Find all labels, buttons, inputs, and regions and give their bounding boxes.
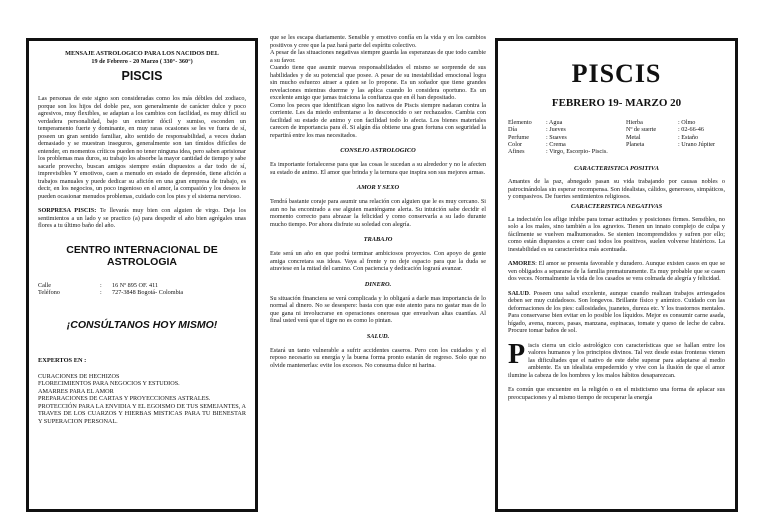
expert-item: PROTECCIÓN PARA LA ENVIDIA Y EL EGOISMO DE TUS SEMEJANTES, A TRAVES DE LOS CUARZOS Y HIERBAS MISTICAS PARA TU BIENESTAR Y SUPERACION PERSONAL. [38, 402, 246, 425]
expert-item: AMARRES PARA EL AMOR [38, 387, 114, 395]
salud-label: SALUD [508, 289, 529, 297]
attr-key: Afines [508, 148, 525, 156]
amores-label: AMORES [508, 260, 536, 268]
contact-info: Calle : 16 Nº 895 OF. 411 Teléfono : 727-3848 Bogotá- Colombia [38, 282, 246, 297]
section-title: CONSEJO ASTROLOGICO [340, 147, 416, 154]
middle-panel [262, 34, 494, 516]
expert-item: CURACIONES DE HECHIZOS [38, 372, 120, 380]
contact-value: 16 Nº 895 OF. 411 [112, 281, 159, 289]
section-text: Tendrá bastante coraje para asumir una relación con alguien que le es muy cercano. Si aun no ha encontrado a ese alguien manténgame alerta. Su intuición sabe decidir el momento correcto para abrazar la felicidad y como conservarla a su lado durante mucho tiempo. Por ahora disfrute su soledad con alegría. [270, 198, 486, 228]
intro-paragraph: Las personas de este signo son consideradas como los más débiles del zodiaco, porque son los hijos del doble pez, son generalmente de carácter dulce y poco agresivos, muy flexibles, se adaptan a los cambios con facilidad, es muy difícil su verdadera personalidad, bajo un exterior dócil y sumiso, esconden un temperamento fuerte y dominante, en muy raras ocasiones se les ve fuera de sí, poseen un gran sentido familiar, alto sentido de responsabilidad, a veces dudan demasiado y se muestran inseguros, generalmente son tan tímidos difíciles de entender, en momentos críticos pueden no tener ninguna idea, pero saben aprisionar los problemas mas duros, su trabajo los absorbe la mayor cantidad de tiempo y sabe sacarle provecho, buscan amigos siempre están dispuestos a dar todo de sí, imprevisibles Y emotivos, caen a menudo en estado de depresión, tiene afición a trabajos manuales y puede dedicar su afición en una gran empresa de trabajo, es decir, en los negocios, un poco ingenioso en el amor, la compasión y los deseos le pueden ocasionar menudos problemas, cuidado con los pies y el sistema nervioso. [38, 95, 246, 200]
closing-paragraph [508, 338, 725, 380]
negative-title: CARACTERISTICA NEGATIVAS [570, 202, 663, 210]
attr-value: : Virgo, Escorpio- Piscis. [546, 148, 608, 156]
right-title: PISCIS [571, 59, 662, 88]
final-paragraph: Es común que encuentre en la religión o en el misticismo una forma de aplacar sus preocupaciones y al mismo tiempo de recuperar la energía [508, 386, 725, 401]
date-range: FEBRERO 19- MARZO 20 [551, 97, 682, 109]
section-title: DINERO. [364, 280, 392, 288]
attr-value: : Jueves [546, 126, 566, 134]
right-panel [495, 38, 738, 512]
contact-value: 727-3848 Bogotá- Colombia [112, 289, 184, 296]
section-text: Es importante fortalecerse para que las cosas le sucedan a su alrededor y no le afecten su estado de animo. El amor que brinda y la ternura que inspira son sus mejores armas. [270, 161, 486, 176]
closing-text: iscis cierra un ciclo astrológico con características que se hallan entre los valores humanos y los principios divinos. Tal vez desde estas fronteras vienen las dificultades que el nativo de este debe superar para adaptarse al medio ambiente. Es un idealista empedernido y vive con la ilusión de que el amor ilumine la cabeza de los hombres y los malos hábitos desaparezcan. [508, 341, 725, 379]
surprise-label: SORPRESA PISCIS: [38, 207, 97, 214]
section-title: SALUD. [366, 332, 390, 340]
message-header: MENSAJE ASTROLOGICO PARA LOS NACIDOS DEL 19 de Febrero - 20 Marzo ( 330°- 360°) [65, 50, 219, 65]
surprise-text: Te llevarás muy bien con alguien de virgo. Deja los sentimientos a un lado y se practico (a) para despedir el año bien agrégales unas flores a tu último baño del año. [38, 207, 247, 229]
attr-key: Planeta [626, 140, 645, 148]
left-panel [26, 38, 258, 512]
attr-key: Nº de suerte [626, 126, 657, 134]
attr-key: Hierba [626, 119, 643, 126]
positive-text: Amantes de la paz, abnegado pasan su vida trabajando por causas nobles o patrocinándolas sin esperar recompensa. Son idealistas, cálidos, generosos, simpáticos, y compasivos. De fuertes sentimientos religiosos. [508, 178, 725, 201]
attr-key: Día [508, 126, 517, 134]
slogan: ¡CONSÚLTANOS HOY MISMO! [66, 318, 218, 331]
surprise-paragraph [38, 207, 246, 230]
attr-value: : Agua [546, 119, 563, 126]
positive-title: CARACTERISTICA POSITIVA [574, 165, 659, 173]
section-title: AMOR Y SEXO [356, 184, 400, 191]
contact-label: Teléfono [38, 289, 60, 296]
drop-cap: P [508, 338, 526, 370]
attr-key: Color [508, 140, 523, 148]
salud-paragraph [508, 290, 725, 335]
attr-value: : Olmo [678, 119, 696, 126]
attributes-table [508, 119, 725, 155]
attr-value: : 02-66-46 [678, 126, 704, 134]
contact-label: Calle [38, 281, 52, 289]
attr-value: : Crema [546, 140, 566, 148]
left-title: PISCIS [121, 69, 163, 83]
attr-value: : Estaño [678, 133, 699, 141]
center-title: CENTRO INTERNACIONAL DE ASTROLOGIA [66, 243, 218, 268]
amores-text: : El amor se presenta favorable y duradero. Aunque existen casos en que se ven obligados a separarse de la familia prematuramente. Es muy probable que se casen dos veces. Normalmente la vida de los casados se vera colmada de alegría y felicidad. [508, 260, 725, 283]
salud-text: . Poseen una salud excelente, aunque cuando realizan trabajos arriesgados deben ser muy cuidadosos. Son longevos. Brillante físico y anímico. Cuidado con las deformaciones de los pies: callosidades, juanetes, dureza etc. Y los trastornos mentales. Para conservarse bien evitar en lo posible los líquidos. Mejor es consumir carne asada, hígado, avena, nueces, pasas, manzana, espinacas, tomate y queso de leche de cabra. Procure tomar baños de sol. [508, 289, 725, 335]
section-title: TRABAJO [363, 236, 393, 243]
expert-item: FLORECIMIENTOS PARA NEGOCIOS Y ESTUDIOS. [38, 380, 180, 387]
expert-item: PREPARACIONES DE CARTAS Y PROYECCIONES ASTRALES. [38, 395, 211, 402]
attr-key: Metal [626, 133, 641, 141]
attr-value: : Urano Júpiter [678, 140, 716, 148]
attr-key: Elemento [508, 119, 532, 126]
amores-paragraph [508, 260, 725, 283]
attr-value: : Suaves [546, 133, 567, 141]
section-text: Este será un año en que podrá terminar ambiciosos proyectos. Con apoyo de gente amiga concretara sus ideas. Vaya al frente y no deje espacio para que la duda se atraviese en la mitad del camino. Con paciencia y dedicación logrará avanzar. [270, 250, 486, 272]
middle-intro: que se les escapa diariamente. Sensible y emotivo confía en la vida y en los cambios positivos y cree que la paz hará parte del espíritu colectivo. A pesar de las situaciones negativas siempre guarda las esperanzas de que todo cambie a su favor. Cuando tiene que asumir nuevas responsabilidades el mismo se sorprende de sus habilidades y de su potencial que posee. A pesar de su inestabilidad emocional logra sin mucho esfuerzo atraer a quien se lo propone. Es un soñador que tiene grandes revelaciones mientras duerme y las aplica cuando lo considera oportuno. Es un excelente amigo que jamas traiciona la confianza que en él han depositado. Como los peces que identifican signo los nativos de Piscis siempre nadaran contra la corriente. Les da miedo enfrentarse a lo desconocido o ser rechazados. Cambia con facilidad su estado de animo y con facilidad todo lo afecta. Los bienes materiales carecen de importancia para él. Si algún día obtiene una gran fortuna con seguridad la repartirá entre los mas necesitados. [270, 34, 486, 139]
negative-text: La indecisión los aflige inhibe para tomar actitudes y posiciones firmes. Sensibles, no solo a los males, sino también a los agravios. Tienen un innato complejo de culpa y fácilmente se vuelven malhumorados. Se sienten incomprendidos y sufren por ello; como están dispuestos a creer casi todos los positivos, suelen volverse histéricos. La inestabilidad es su característica más acentuada. [508, 215, 725, 253]
section-text: Su situación financiera se verá complicada y lo obligará a darle mas importancia de lo normal al dinero. No se desespere: basta con que este atento para no gastar mas de lo que gana ni involucrarse en operaciones onerosas que envuelvan altas cuantías. Al final usted verá que el tigre no es como lo pintan. [270, 294, 486, 324]
section-text: Estará un tanto vulnerable a sufrir accidentes caseros. Pero con los cuidados y el reposo necesario su energía y la buena forma pronto estarán de regreso. Solo que no olvide mantenerlas: evite los excesos. No consuma dulce ni harina. [270, 346, 486, 369]
experts-heading: EXPERTOS EN : [38, 356, 87, 364]
attr-key: Perfume [508, 133, 529, 141]
